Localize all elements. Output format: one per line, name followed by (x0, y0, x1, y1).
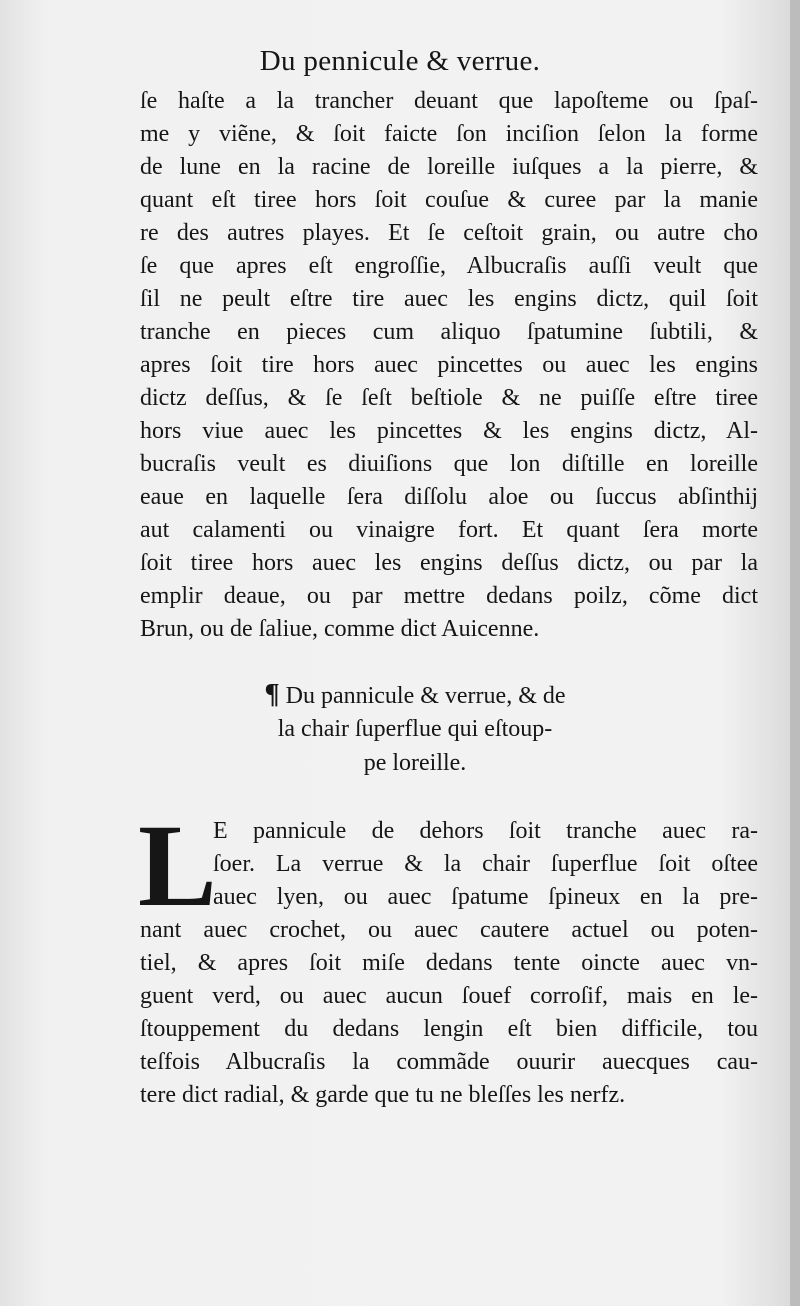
text-line: emplir deaue, ou par mettre dedans poilz, cõme dict (140, 583, 758, 609)
text-line: apres ſoit tire hors auec pincettes ou auec les engins (140, 352, 758, 378)
text-line: quant eſt tiree hors ſoit couſue & curee par la manie (140, 187, 758, 213)
text-line: dictz deſſus, & ſe ſeſt beſtiole & ne puiſſe eſtre tiree (140, 385, 758, 411)
heading-line (150, 678, 680, 712)
heading-line-text: Du pannicule & verrue, & de (285, 683, 566, 709)
drop-cap: L (138, 800, 217, 931)
text-line: auec lyen, ou auec ſpatume ſpineux en la pre- (213, 884, 758, 910)
text-line: ſe que apres eſt engroſſie, Albucraſis auſſi veult que (140, 253, 758, 279)
text-line: ſe haſte a la trancher deuant que lapoſteme ou ſpaſ- (140, 88, 758, 114)
text-line: de lune en la racine de loreille iuſques a la pierre, & (140, 154, 758, 180)
text-line: tiel, & apres ſoit miſe dedans tente oincte auec vn- (140, 950, 758, 976)
text-line: hors viue auec les pincettes & les engins dictz, Al- (140, 418, 758, 444)
text-line: aut calamenti ou vinaigre fort. Et quant ſera morte (140, 517, 758, 543)
text-line: teſfois Albucraſis la commãde ouurir auecques cau- (140, 1049, 758, 1075)
text-line: ſtouppement du dedans lengin eſt bien difficile, tou (140, 1016, 758, 1042)
text-line: ſoer. La verrue & la chair ſuperflue ſoit oſtee (213, 851, 758, 877)
text-line: Brun, ou de ſaliue, comme dict Auicenne. (140, 616, 540, 642)
section-heading (150, 678, 680, 780)
text-line: re des autres playes. Et ſe ceſtoit grain, ou autre cho (140, 220, 758, 246)
text-line: eaue en laquelle ſera diſſolu aloe ou ſuccus abſinthij (140, 484, 758, 510)
text-line: nant auec crochet, ou auec cautere actuel ou poten- (140, 917, 758, 943)
heading-line: la chair ſuperflue qui eſtoup- (277, 716, 553, 742)
text-line: bucraſis veult es diuiſions que lon diſtille en loreille (140, 451, 758, 477)
text-line: ſoit tiree hors auec les engins deſſus dictz, ou par la (140, 550, 758, 576)
paragraph-2 (140, 914, 758, 1112)
text-line: tranche en pieces cum aliquo ſpatumine ſubtili, & (140, 319, 758, 345)
running-head: Du pennicule & verrue. (259, 45, 541, 77)
pilcrow-mark: ¶ (264, 679, 280, 710)
text-line: me y viẽne, & ſoit faicte ſon inciſion ſelon la forme (140, 121, 758, 147)
text-line: ſil ne peult eſtre tire auec les engins dictz, quil ſoit (140, 286, 758, 312)
text-line: guent verd, ou auec aucun ſouef corroſif, mais en le- (140, 983, 758, 1009)
text-line: tere dict radial, & garde que tu ne bleſſes les nerfz. (140, 1082, 626, 1108)
page-edge (790, 0, 800, 1306)
paragraph-2-indented (213, 815, 758, 914)
heading-line: pe loreille. (363, 750, 467, 776)
text-line: E pannicule de dehors ſoit tranche auec ra- (213, 818, 758, 844)
paragraph-1 (140, 85, 758, 646)
